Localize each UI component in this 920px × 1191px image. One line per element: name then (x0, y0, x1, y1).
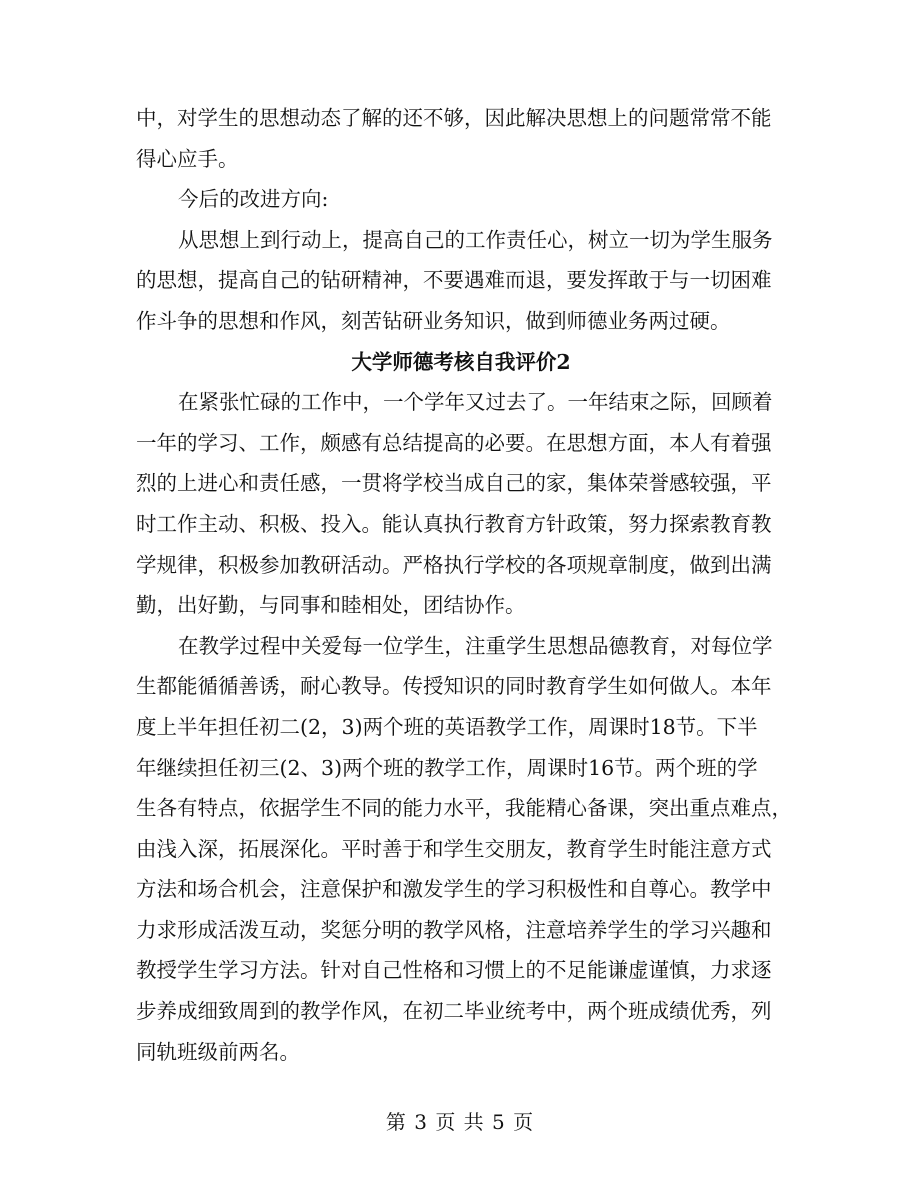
paragraph-line: 在教学过程中关爱每一位学生，注重学生思想品德教育，对每位学 (178, 633, 773, 658)
paragraph-line: 时工作主动、积极、投入。能认真执行教育方针政策，努力探索教育教 (136, 511, 772, 536)
paragraph-line: 度上半年担任初二(2，3)两个班的英语教学工作，周课时18节。下半 (136, 714, 758, 739)
paragraph-line: 生都能循循善诱，耐心教导。传授知识的同时教育学生如何做人。本年 (136, 674, 772, 699)
paragraph-line: 中，对学生的思想动态了解的还不够，因此解决思想上的问题常常不能 (136, 106, 772, 130)
paragraph-line: 一年的学习、工作，颇感有总结提高的必要。在思想方面，本人有着强 (136, 430, 772, 455)
paragraph-line: 的思想，提高自己的钻研精神，不要遇难而退，要发挥敢于与一切困难 (136, 268, 772, 293)
paragraph-line: 由浅入深，拓展深化。平时善于和学生交朋友，教育学生时能注意方式 (136, 836, 772, 861)
paragraph-line: 得心应手。 (136, 146, 239, 171)
paragraph-line: 从思想上到行动上，提高自己的工作责任心，树立一切为学生服务 (178, 227, 773, 252)
paragraph-line: 步养成细致周到的教学作风，在初二毕业统考中，两个班成绩优秀，列 (136, 999, 772, 1024)
paragraph-line: 生各有特点，依据学生不同的能力水平，我能精心备课，突出重点难点， (136, 796, 792, 821)
section-heading: 大学师德考核自我评价2 (351, 349, 571, 374)
paragraph-line: 力求形成活泼互动，奖惩分明的教学风格，注意培养学生的学习兴趣和 (136, 917, 772, 942)
paragraph-line: 勤，出好勤，与同事和睦相处，团结协作。 (136, 593, 526, 618)
page-number-footer: 第 3 页 共 5 页 (385, 1110, 535, 1134)
section-label: 今后的改进方向: (178, 187, 329, 212)
paragraph-line: 教授学生学习方法。针对自己性格和习惯上的不足能谦虚谨慎，力求逐 (136, 958, 772, 983)
paragraph-line: 学规律，积极参加教研活动。严格执行学校的各项规章制度，做到出满 (136, 552, 772, 577)
paragraph-line: 年继续担任初三(2、3)两个班的教学工作，周课时16节。两个班的学 (136, 755, 758, 780)
paragraph-line: 同轨班级前两名。 (136, 1039, 300, 1064)
paragraph-line: 在紧张忙碌的工作中，一个学年又过去了。一年结束之际，回顾着 (178, 390, 773, 415)
paragraph-line: 作斗争的思想和作风，刻苦钻研业务知识，做到师德业务两过硬。 (136, 308, 731, 333)
paragraph-line: 方法和场合机会，注意保护和激发学生的学习积极性和自尊心。教学中 (136, 877, 772, 902)
paragraph-line: 烈的上进心和责任感，一贯将学校当成自己的家，集体荣誉感较强，平 (136, 471, 772, 496)
document-body (136, 98, 792, 1072)
